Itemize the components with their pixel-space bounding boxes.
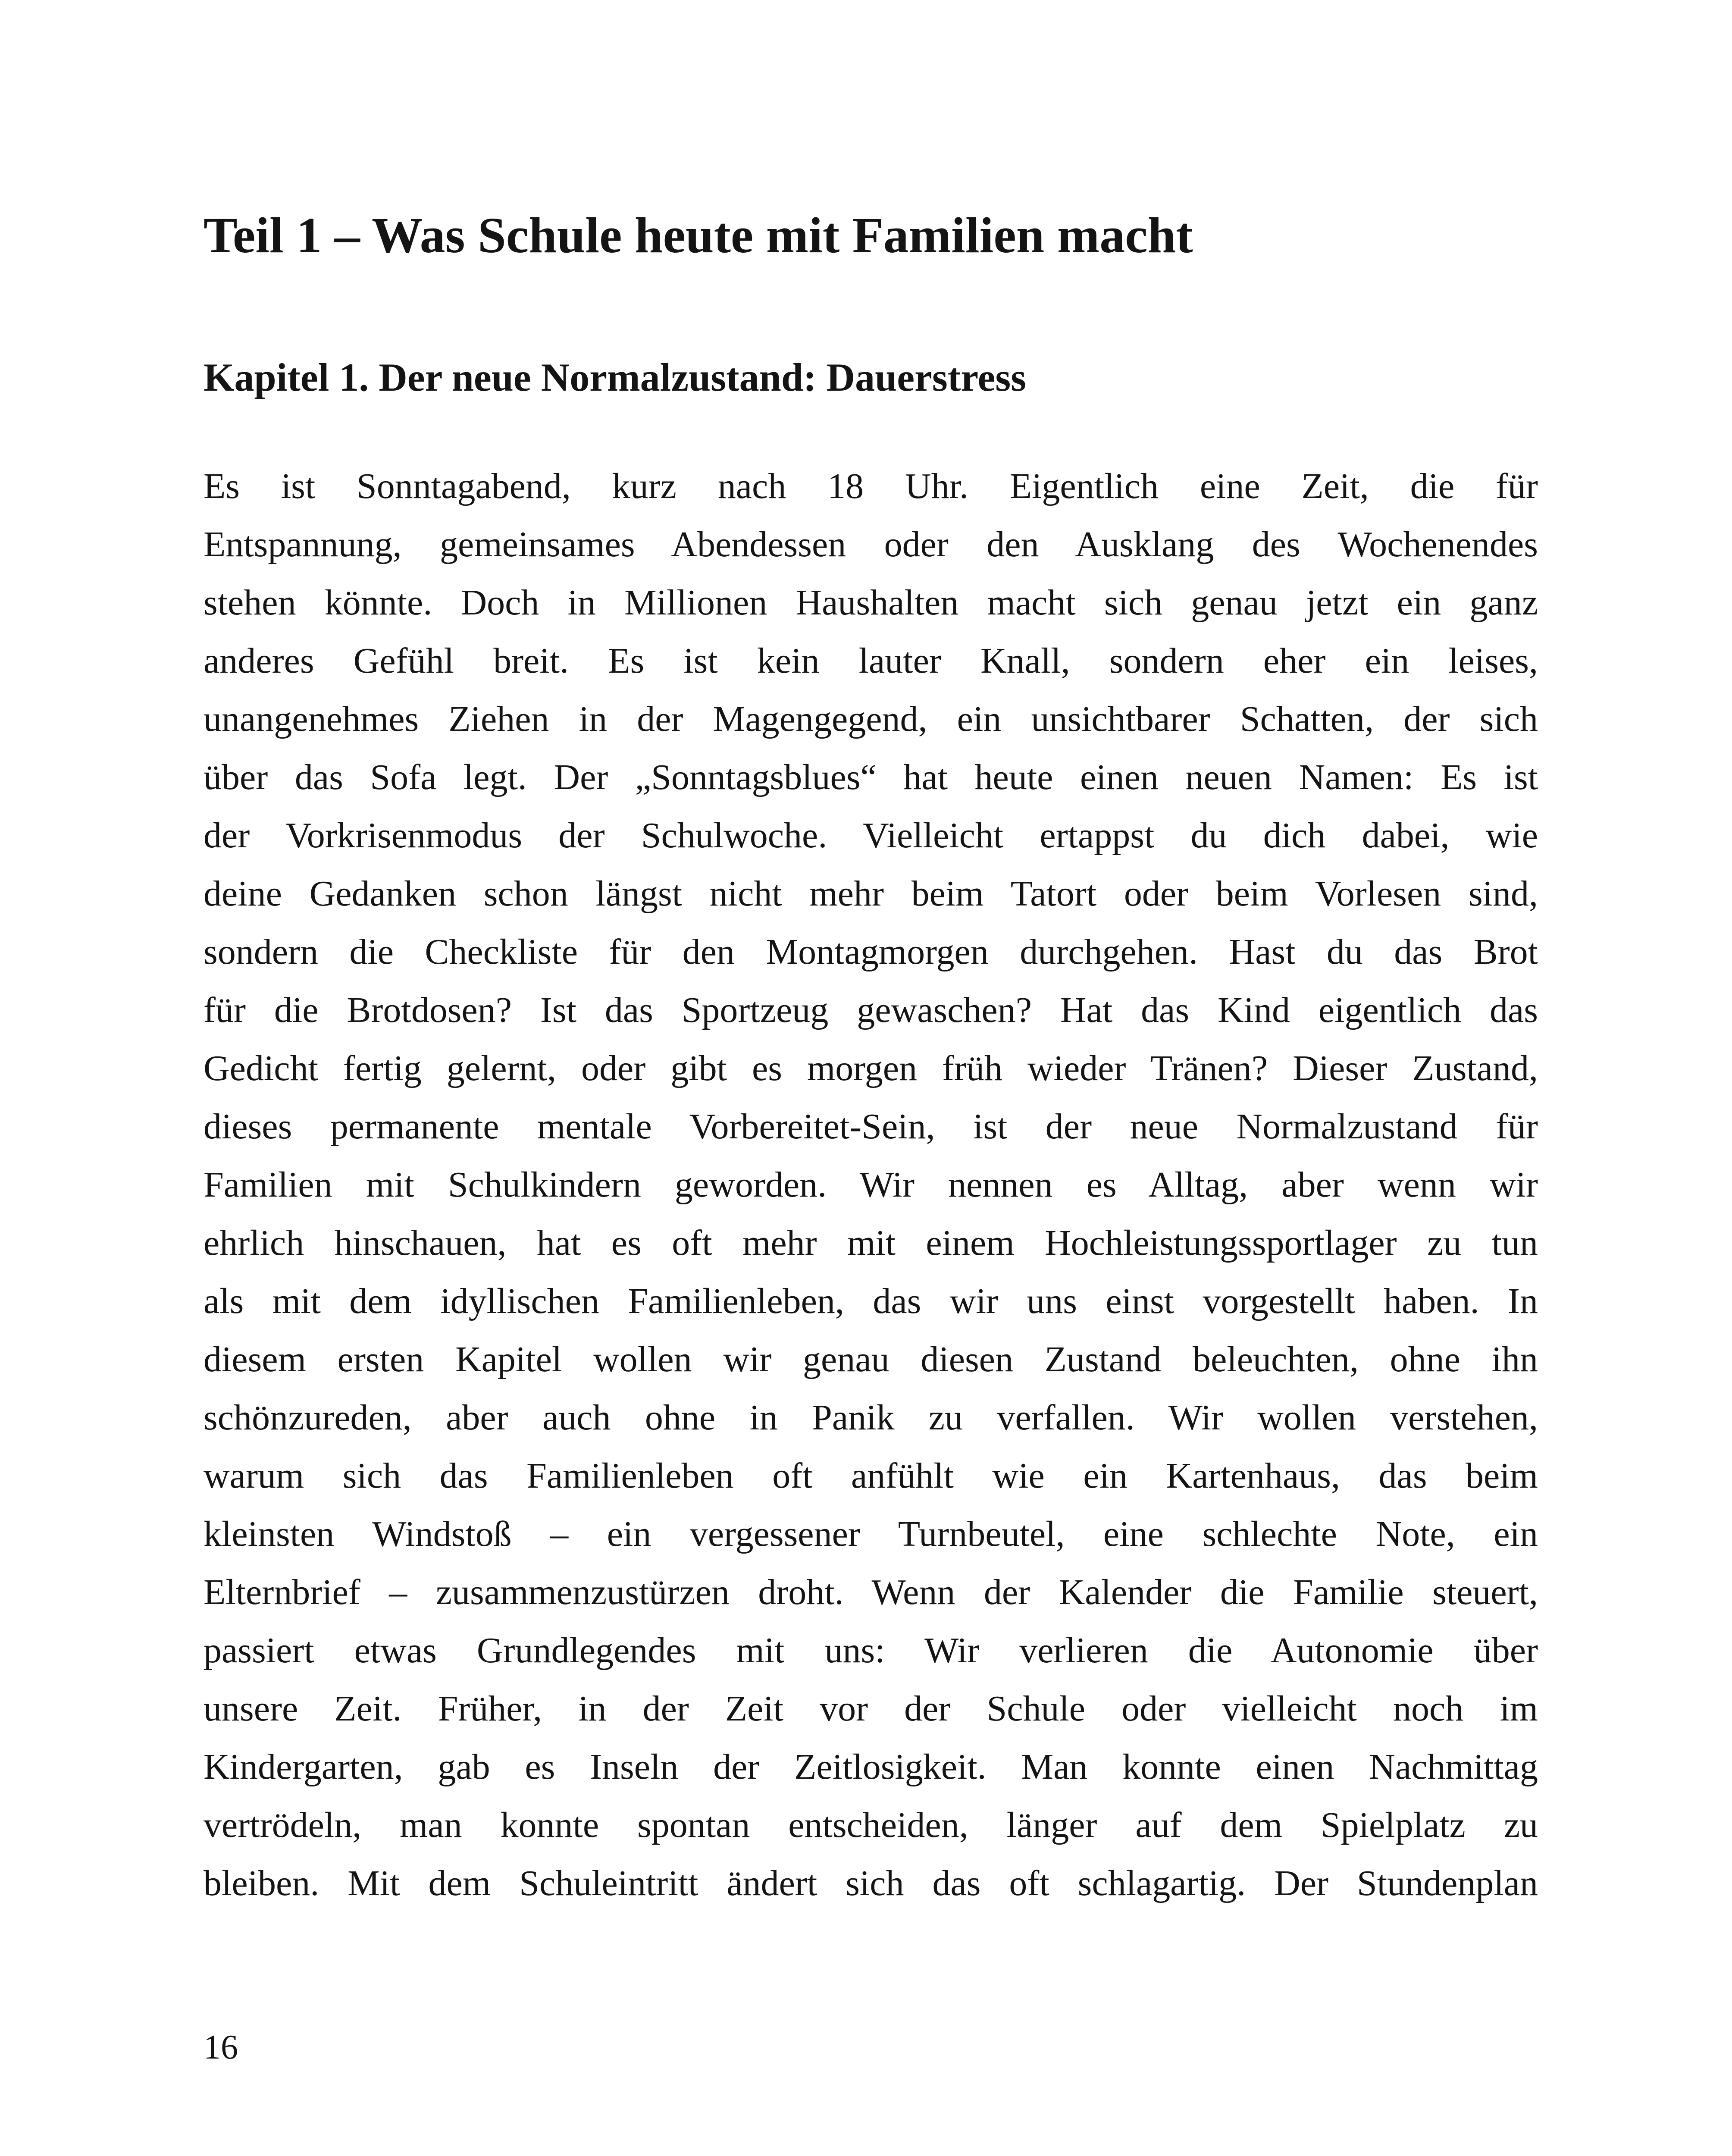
text-line: Kindergarten, gab es Inseln der Zeitlosigkeit. Man konnte einen Nachmittag xyxy=(204,1747,1538,1787)
text-line: für die Brotdosen? Ist das Sportzeug gewaschen? Hat das Kind eigentlich das xyxy=(204,990,1538,1030)
text-line: vertrödeln, man konnte spontan entscheiden, länger auf dem Spielplatz zu xyxy=(204,1805,1538,1845)
text-line: unangenehmes Ziehen in der Magengegend, ein unsichtbarer Schatten, der sich xyxy=(204,699,1538,739)
text-line: dieses permanente mentale Vorbereitet-Sein, ist der neue Normalzustand für xyxy=(204,1106,1538,1147)
text-line: diesem ersten Kapitel wollen wir genau diesen Zustand beleuchten, ohne ihn xyxy=(204,1339,1538,1379)
text-line: Es ist Sonntagabend, kurz nach 18 Uhr. Eigentlich eine Zeit, die für xyxy=(204,466,1538,506)
text-line: Gedicht fertig gelernt, oder gibt es morgen früh wieder Tränen? Dieser Zustand, xyxy=(204,1048,1538,1088)
text-line: über das Sofa legt. Der „Sonntagsblues“ hat heute einen neuen Namen: Es ist xyxy=(204,757,1538,797)
part-title: Teil 1 – Was Schule heute mit Familien macht xyxy=(204,207,1193,263)
page-number: 16 xyxy=(204,2028,238,2066)
text-line: bleiben. Mit dem Schuleintritt ändert sich das oft schlagartig. Der Stundenplan xyxy=(204,1863,1538,1903)
text-line: Elternbrief – zusammenzustürzen droht. Wenn der Kalender die Familie steuert, xyxy=(204,1572,1538,1612)
text-line: ehrlich hinschauen, hat es oft mehr mit einem Hochleistungssportlager zu tun xyxy=(204,1223,1538,1263)
text-line: Familien mit Schulkindern geworden. Wir nennen es Alltag, aber wenn wir xyxy=(204,1165,1538,1205)
body-paragraph xyxy=(204,457,1538,1912)
text-line: warum sich das Familienleben oft anfühlt wie ein Kartenhaus, das beim xyxy=(204,1456,1538,1496)
text-line: sondern die Checkliste für den Montagmorgen durchgehen. Hast du das Brot xyxy=(204,932,1538,972)
text-line: passiert etwas Grundlegendes mit uns: Wir verlieren die Autonomie über xyxy=(204,1630,1538,1670)
text-line: schönzureden, aber auch ohne in Panik zu verfallen. Wir wollen verstehen, xyxy=(204,1398,1538,1438)
text-line: kleinsten Windstoß – ein vergessener Turnbeutel, eine schlechte Note, ein xyxy=(204,1514,1538,1554)
text-line: deine Gedanken schon längst nicht mehr beim Tatort oder beim Vorlesen sind, xyxy=(204,874,1538,914)
text-line: der Vorkrisenmodus der Schulwoche. Vielleicht ertappst du dich dabei, wie xyxy=(204,815,1538,856)
text-line: als mit dem idyllischen Familienleben, das wir uns einst vorgestellt haben. In xyxy=(204,1281,1538,1321)
text-line: Entspannung, gemeinsames Abendessen oder den Ausklang des Wochenendes xyxy=(204,524,1538,564)
text-line: anderes Gefühl breit. Es ist kein lauter Knall, sondern eher ein leises, xyxy=(204,641,1538,681)
text-line: stehen könnte. Doch in Millionen Haushalten macht sich genau jetzt ein ganz xyxy=(204,583,1538,623)
text-line: unsere Zeit. Früher, in der Zeit vor der Schule oder vielleicht noch im xyxy=(204,1689,1538,1729)
chapter-title: Kapitel 1. Der neue Normalzustand: Dauerstress xyxy=(204,355,1026,399)
